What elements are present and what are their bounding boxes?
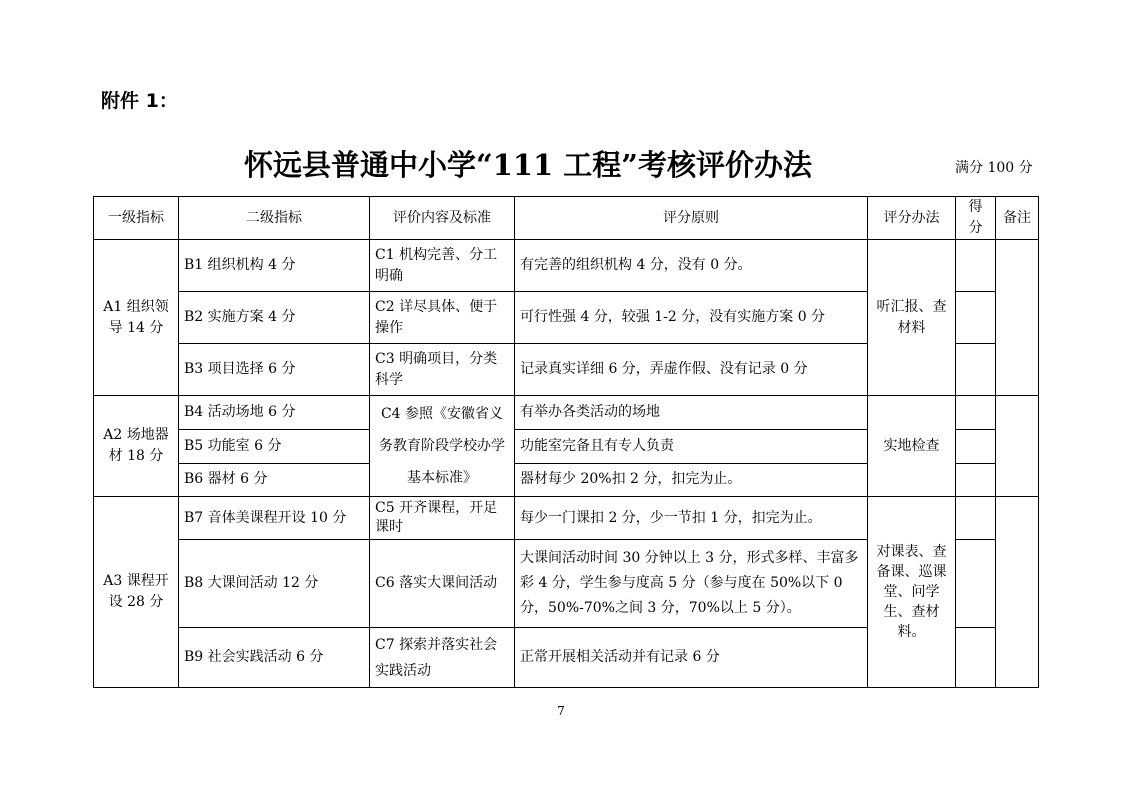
evaluation-table [93, 196, 1039, 688]
score-cell [956, 396, 996, 430]
remarks-a3 [996, 497, 1039, 688]
content-c3: C3 明确项目，分类科学 [370, 344, 515, 396]
score-cell [956, 240, 996, 292]
level2-b3: B3 项目选择 6 分 [179, 344, 370, 396]
score-cell [956, 292, 996, 344]
level2-b5: B5 功能室 6 分 [179, 430, 370, 463]
method-a3: 对课表、查备课、巡课堂、问学生、查材料。 [868, 497, 956, 688]
header-level2: 二级指标 [179, 197, 370, 240]
principle-b4: 有举办各类活动的场地 [515, 396, 868, 430]
remarks-a1 [996, 240, 1039, 396]
score-cell [956, 628, 996, 688]
level2-b6: B6 器材 6 分 [179, 463, 370, 496]
header-score: 得分 [956, 197, 996, 240]
principle-b7: 每少一门课扣 2 分，少一节扣 1 分，扣完为止。 [515, 497, 868, 540]
level2-b4: B4 活动场地 6 分 [179, 396, 370, 430]
level2-b7: B7 音体美课程开设 10 分 [179, 497, 370, 540]
level1-a3: A3 课程开设 28 分 [94, 497, 179, 688]
header-content-standard: 评价内容及标准 [370, 197, 515, 240]
principle-b8: 大课间活动时间 30 分钟以上 3 分，形式多样、丰富多彩 4 分，学生参与度高 5 分（参与度在 50%以下 0 分，50%-70%之间 3 分，70%以上 5 分）。 [515, 540, 868, 628]
remarks-a2 [996, 396, 1039, 497]
table-row [94, 396, 1039, 430]
table-row [94, 497, 1039, 540]
score-cell [956, 497, 996, 540]
principle-b9: 正常开展相关活动并有记录 6 分 [515, 628, 868, 688]
principle-b2: 可行性强 4 分，较强 1-2 分，没有实施方案 0 分 [515, 292, 868, 344]
attachment-label: 附件 1： [101, 90, 178, 112]
level2-b2: B2 实施方案 4 分 [179, 292, 370, 344]
header-scoring-method: 评分办法 [868, 197, 956, 240]
content-c6: C6 落实大课间活动 [370, 540, 515, 628]
header-level1: 一级指标 [94, 197, 179, 240]
page-number: 7 [557, 704, 565, 718]
header-scoring-principle: 评分原则 [515, 197, 868, 240]
score-cell [956, 344, 996, 396]
content-c4: C4 参照《安徽省义务教育阶段学校办学基本标准》 [370, 396, 515, 497]
principle-b6: 器材每少 20%扣 2 分，扣完为止。 [515, 463, 868, 496]
level1-a1: A1 组织领导 14 分 [94, 240, 179, 396]
table-row [94, 240, 1039, 292]
table-header-row [94, 197, 1039, 240]
full-score-note: 满分 100 分 [955, 160, 1033, 176]
score-cell [956, 540, 996, 628]
level2-b1: B1 组织机构 4 分 [179, 240, 370, 292]
content-c1: C1 机构完善、分工明确 [370, 240, 515, 292]
level2-b9: B9 社会实践活动 6 分 [179, 628, 370, 688]
score-cell [956, 463, 996, 496]
content-c2: C2 详尽具体、便于操作 [370, 292, 515, 344]
header-remarks: 备注 [996, 197, 1039, 240]
document-title: 怀远县普通中小学“111 工程”考核评价办法 [244, 148, 812, 182]
method-a2: 实地检查 [868, 396, 956, 497]
principle-b3: 记录真实详细 6 分，弄虚作假、没有记录 0 分 [515, 344, 868, 396]
principle-b1: 有完善的组织机构 4 分，没有 0 分。 [515, 240, 868, 292]
level2-b8: B8 大课间活动 12 分 [179, 540, 370, 628]
level1-a2: A2 场地器材 18 分 [94, 396, 179, 497]
method-a1: 听汇报、查材料 [868, 240, 956, 396]
content-c7: C7 探索并落实社会实践活动 [370, 628, 515, 688]
principle-b5: 功能室完备且有专人负责 [515, 430, 868, 463]
score-cell [956, 430, 996, 463]
content-c5: C5 开齐课程，开足课时 [370, 497, 515, 540]
